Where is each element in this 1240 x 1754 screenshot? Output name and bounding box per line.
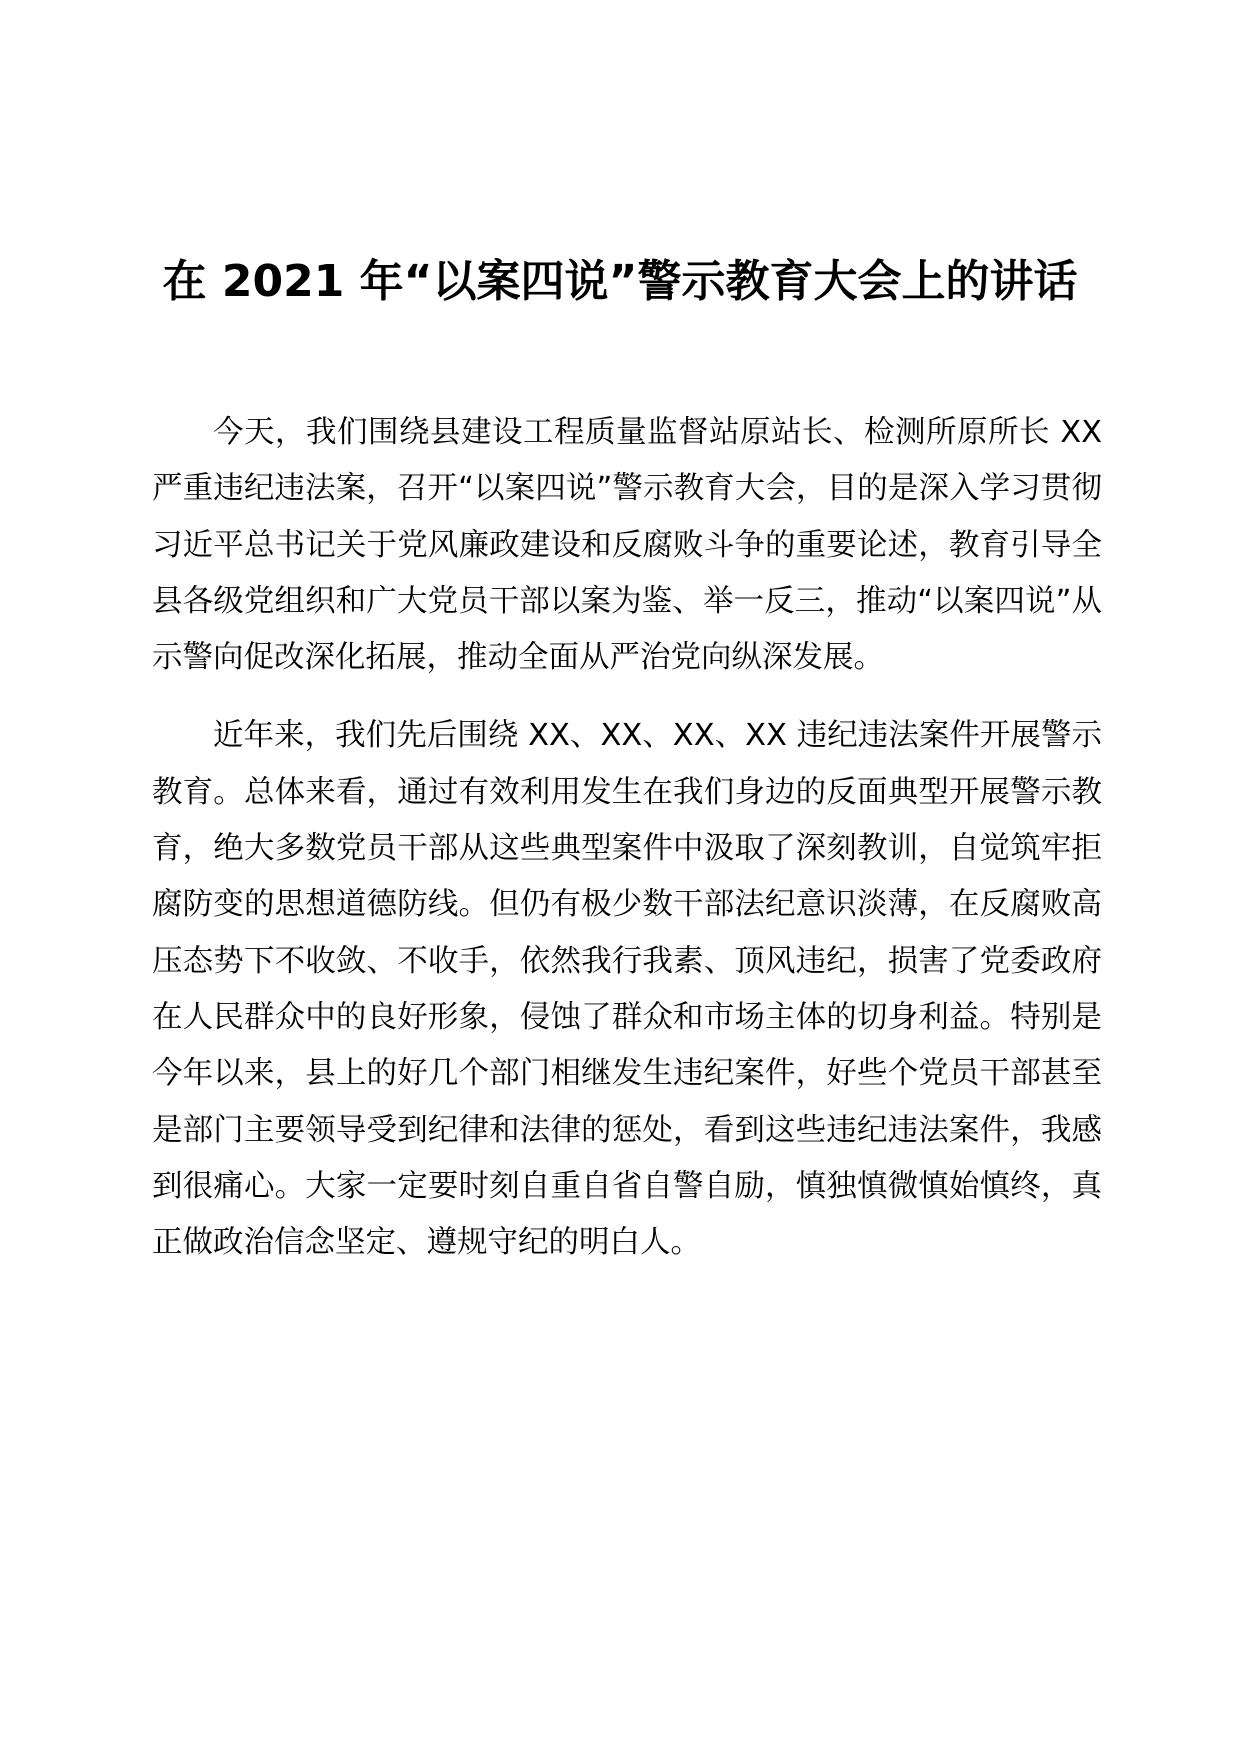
- paragraph: 近年来，我们先后围绕 XX、XX、XX、XX 违纪违法案件开展警示教育。总体来看，通过有效利用发生在我们身边的反面典型开展警示教育，绝大多数党员干部从这些典型案件中汲取了深刻教训，自觉筑牢拒腐防变的思想道德防线。但仍有极少数干部法纪意识淡薄，在反腐败高压态势下不收敛、不收手，依然我行我素、顶风违纪，损害了党委政府在人民群众中的良好形象，侵蚀了群众和市场主体的切身利益。特别是今年以来，县上的好几个部门相继发生违纪案件，好些个党员干部甚至是部门主要领导受到纪律和法律的惩处，看到这些违纪违法案件，我感到很痛心。大家一定要时刻自重自省自警自励，慎独慎微慎始慎终，真正做政治信念坚定、遵规守纪的明白人。: [152, 718, 1102, 1261]
- document-body: [152, 405, 1102, 1271]
- paragraph: 今天，我们围绕县建设工程质量监督站原站长、检测所原所长 XX 严重违纪违法案，召开“以案四说”警示教育大会，目的是深入学习贯彻习近平总书记关于党风廉政建设和反腐败斗争的重要论述，教育引导全县各级党组织和广大党员干部以案为鉴、举一反三，推动“以案四说”从示警向促改深化拓展，推动全面从严治党向纵深发展。: [152, 415, 1102, 676]
- document-title: 在 2021 年“以案四说”警示教育大会上的讲话: [162, 256, 1078, 307]
